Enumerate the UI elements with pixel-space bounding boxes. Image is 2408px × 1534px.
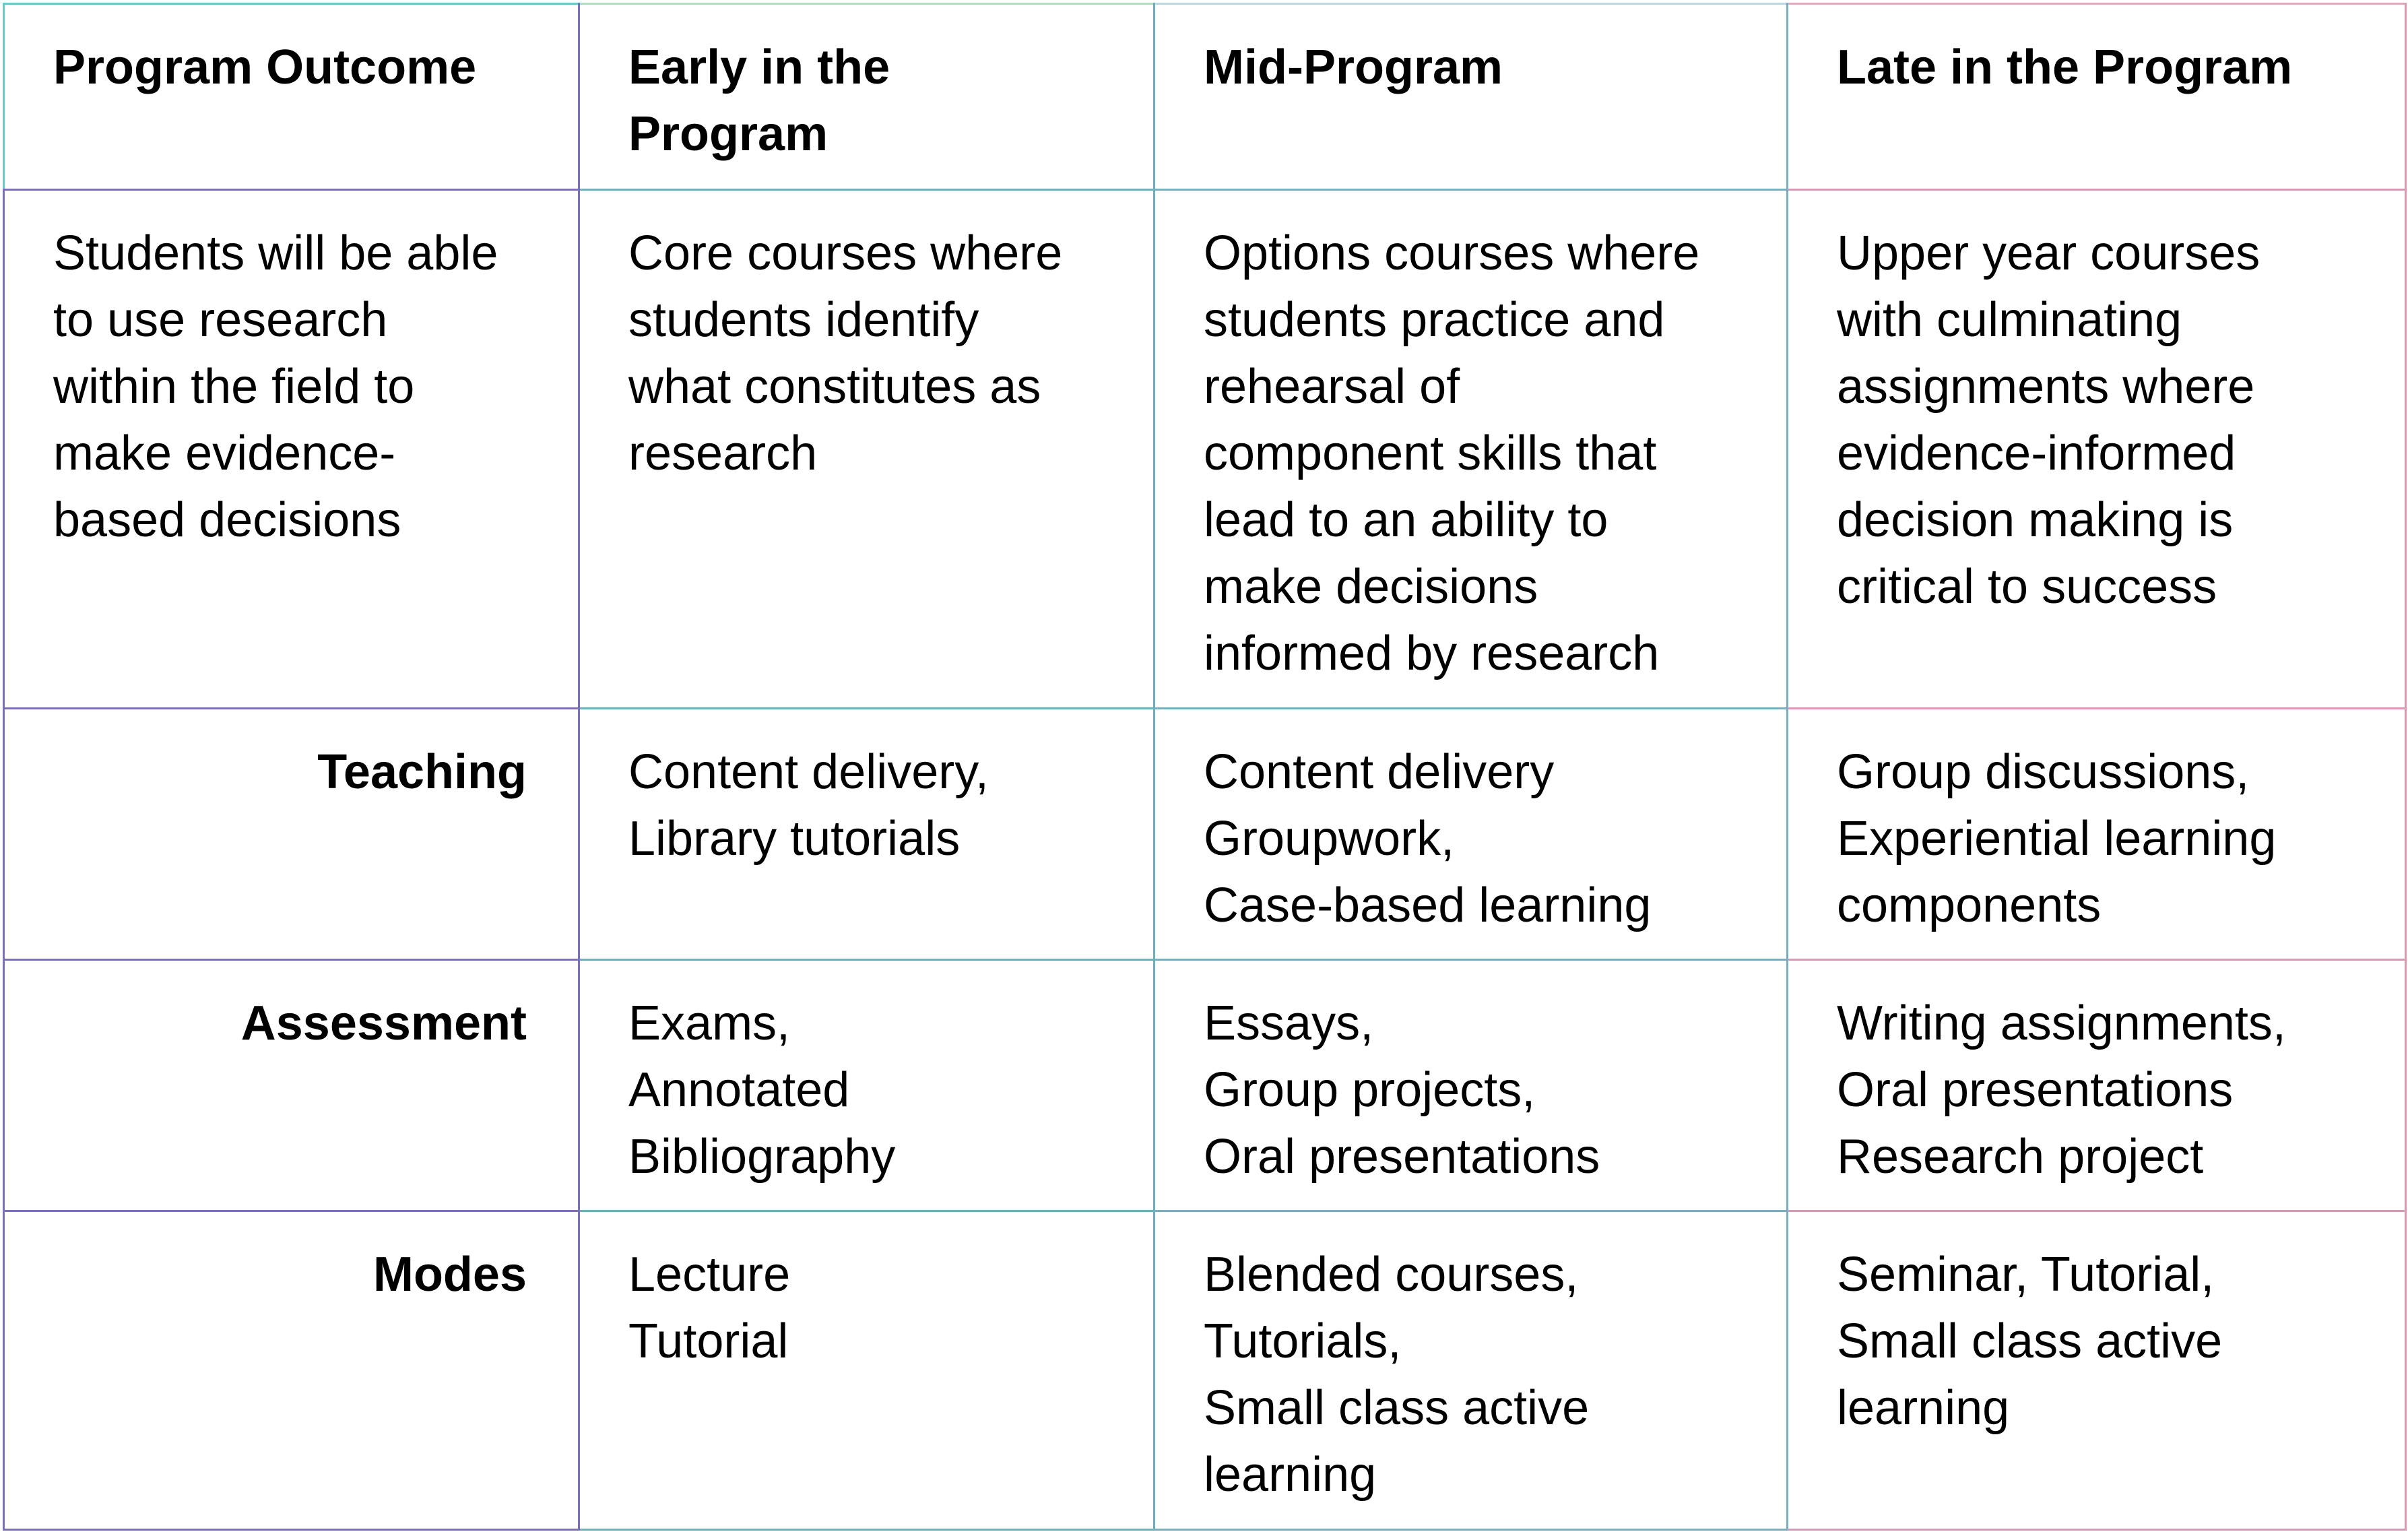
program-outcome-table bbox=[3, 3, 2407, 1531]
cell-assessment-mid: Essays, Group projects, Oral presentations bbox=[1154, 960, 1788, 1211]
table-row-assessment bbox=[4, 960, 2406, 1211]
cell-modes-early: Lecture Tutorial bbox=[579, 1211, 1154, 1530]
cell-outcome-late: Upper year courses with culminating assignments where evidence-informed decision making is critical to success bbox=[1788, 190, 2406, 709]
cell-modes-late: Seminar, Tutorial, Small class active learning bbox=[1788, 1211, 2406, 1530]
header-mid-program: Mid-Program bbox=[1154, 4, 1788, 190]
row-label-teaching: Teaching bbox=[4, 709, 579, 960]
table-row-modes bbox=[4, 1211, 2406, 1530]
header-program-outcome: Program Outcome bbox=[4, 4, 579, 190]
cell-outcome-early: Core courses where students identify what constitutes as research bbox=[579, 190, 1154, 709]
header-early-in-program: Early in the Program bbox=[579, 4, 1154, 190]
cell-modes-mid: Blended courses, Tutorials, Small class active learning bbox=[1154, 1211, 1788, 1530]
row-label-assessment: Assessment bbox=[4, 960, 579, 1211]
cell-teaching-mid: Content delivery Groupwork, Case-based learning bbox=[1154, 709, 1788, 960]
row-label-modes: Modes bbox=[4, 1211, 579, 1530]
table-row-teaching bbox=[4, 709, 2406, 960]
cell-outcome-statement: Students will be able to use research within the field to make evidence- based decisions bbox=[4, 190, 579, 709]
cell-assessment-late: Writing assignments, Oral presentations Research project bbox=[1788, 960, 2406, 1211]
header-late-in-program: Late in the Program bbox=[1788, 4, 2406, 190]
cell-teaching-late: Group discussions, Experiential learning components bbox=[1788, 709, 2406, 960]
table-header-row bbox=[4, 4, 2406, 190]
cell-assessment-early: Exams, Annotated Bibliography bbox=[579, 960, 1154, 1211]
cell-outcome-mid: Options courses where students practice and rehearsal of component skills that lead to an ability to make decisions informed by research bbox=[1154, 190, 1788, 709]
cell-teaching-early: Content delivery, Library tutorials bbox=[579, 709, 1154, 960]
table-row-outcome bbox=[4, 190, 2406, 709]
